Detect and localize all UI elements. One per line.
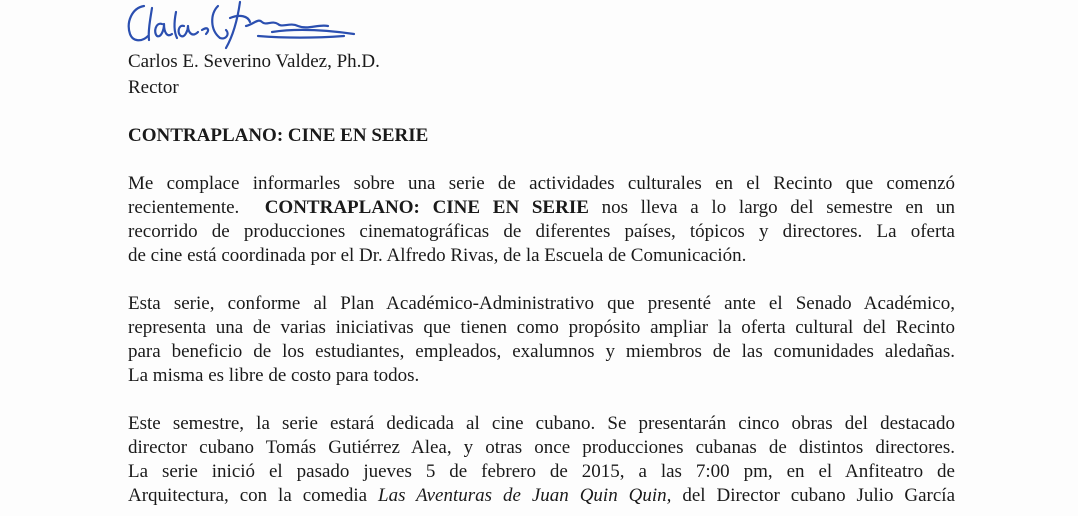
text-span: Arquitectura, con la comedia	[128, 485, 368, 506]
text-line: representa una de varias iniciativas que tienen como propósito ampliar la oferta cultural del Recinto	[128, 317, 955, 338]
film-title: Las Aventuras de Juan Quin Quin,	[378, 485, 672, 506]
text-line: Este semestre, la serie estará dedicada al cine cubano. Se presentarán cinco obras del destacado	[128, 413, 955, 434]
paragraph-intro	[128, 172, 955, 268]
text-line: La misma es libre de costo para todos.	[128, 365, 420, 386]
text-line: Esta serie, conforme al Plan Académico-Administrativo que presenté ante el Senado Académico,	[128, 293, 955, 314]
text-span: del Director cubano Julio García	[682, 485, 956, 506]
paragraph-plan	[128, 292, 955, 388]
section-heading: CONTRAPLANO: CINE EN SERIE	[128, 125, 429, 146]
text-line	[128, 196, 955, 220]
text-span: recientemente.	[128, 197, 240, 218]
text-span: nos lleva a lo largo del semestre en un	[601, 197, 956, 218]
text-line: director cubano Tomás Gutiérrez Alea, y otras once producciones cubanas de distintos directores.	[128, 437, 955, 458]
text-line: para beneficio de los estudiantes, empleados, exalumnos y miembros de las comunidades aledañas.	[128, 341, 955, 362]
text-line: Me complace informarles sobre una serie de actividades culturales en el Recinto que comenzó	[128, 173, 955, 194]
signatory-name: Carlos E. Severino Valdez, Ph.D.	[128, 51, 380, 72]
series-name: CONTRAPLANO: CINE EN SERIE	[264, 197, 589, 218]
text-line: recorrido de producciones cinematográficas de diferentes países, tópicos y directores. La oferta	[128, 221, 955, 242]
text-line: La serie inició el pasado jueves 5 de febrero de 2015, a las 7:00 pm, en el Anfiteatro de	[128, 461, 955, 482]
signatory-title: Rector	[128, 77, 179, 98]
handwritten-signature	[122, 0, 372, 52]
text-line: de cine está coordinada por el Dr. Alfredo Rivas, de la Escuela de Comunicación.	[128, 245, 747, 266]
text-line	[128, 484, 955, 508]
paragraph-semester	[128, 412, 955, 508]
